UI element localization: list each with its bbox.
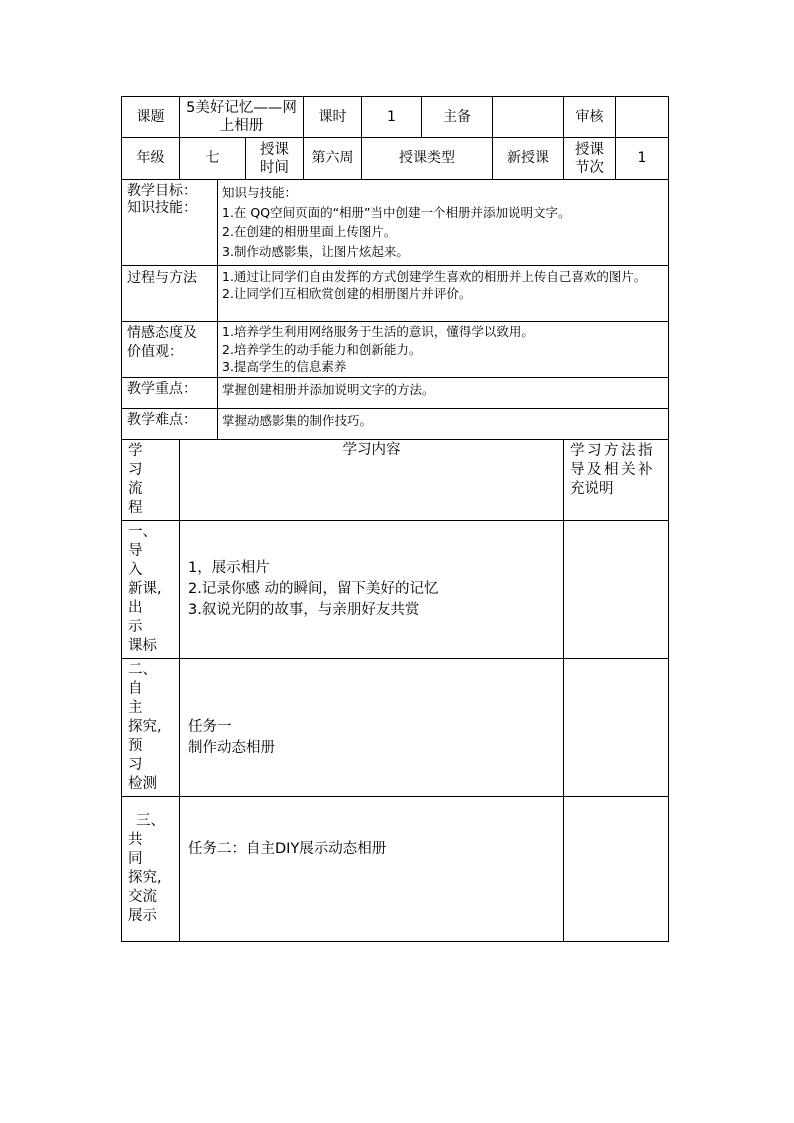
difficulty-label: 教学难点： [122, 409, 218, 440]
section-label [122, 659, 180, 797]
process-line: 2.让同学们互相欣赏创建的相册图片并评价。 [222, 286, 472, 301]
section-label-line: 交流 [128, 889, 157, 905]
session-value: 1 [616, 138, 669, 180]
time-value: 第六周 [304, 138, 362, 180]
objectives-line: 2.在创建的相册里面上传图片。 [222, 224, 397, 239]
attitude-line: 1.培养学生利用网络服务于生活的意识，懂得学以致用。 [222, 324, 534, 339]
section-label [122, 521, 180, 659]
section-label-line: 探究, [128, 719, 162, 735]
section-content-line: 制作动态相册 [188, 739, 275, 756]
section-content [180, 797, 564, 942]
process-row [122, 266, 669, 322]
section-label-line: 导 入 [128, 543, 152, 578]
lesson-plan-table [121, 96, 669, 942]
section-label-line: 展示 [128, 908, 157, 924]
section-label-line: 一、 [128, 524, 157, 540]
section-row [122, 797, 669, 942]
flow-col-notes-1: 学习方法指 [570, 443, 655, 459]
objectives-line: 3.制作动感影集，让图片炫起来。 [222, 243, 409, 259]
attitude-row [122, 322, 669, 378]
attitude-label-2: 价值观： [127, 344, 183, 360]
flow-col-notes-3: 充说明 [570, 481, 614, 497]
review-value [616, 97, 669, 138]
section-content-line: 2.记录你感 动的瞬间，留下美好的记忆 [188, 581, 439, 597]
section-content-line: 任务一 [188, 718, 232, 735]
process-line: 1.通过让同学们自由发挥的方式创建学生喜欢的相册并上传自己喜欢的图片。 [222, 269, 647, 284]
preparer-label: 主备 [422, 97, 493, 138]
section-label-line: 预 习 [128, 738, 152, 773]
section-row [122, 521, 669, 659]
section-label [122, 797, 180, 942]
section-content [180, 521, 564, 659]
section-row [122, 659, 669, 797]
flow-col-notes-heading [564, 440, 669, 521]
flow-col-content-heading: 学习内容 [180, 440, 564, 521]
objectives-row [122, 180, 669, 266]
preparer-value [493, 97, 564, 138]
header-row-2 [122, 138, 669, 180]
section-label-line: 三、 [136, 813, 165, 829]
key-point-label: 教学重点： [122, 378, 218, 409]
session-label: 授课节次 [564, 138, 616, 180]
period-value: 1 [362, 97, 422, 138]
section-label-line: 探究, [128, 870, 162, 886]
section-notes [564, 521, 669, 659]
objectives-label-2: 知识技能： [127, 200, 197, 216]
process-content [218, 266, 669, 322]
attitude-content [218, 322, 669, 378]
process-label: 过程与方法 [122, 266, 218, 322]
section-content-line: 3.叙说光阴的故事，与亲朋好友共赏 [188, 602, 420, 618]
key-point-row [122, 378, 669, 409]
topic-label: 课题 [122, 97, 180, 138]
objectives-line: 1.在 QQ空间页面的“相册”当中创建一个相册并添加说明文字。 [222, 204, 571, 220]
topic-value: 5美好记忆——网上相册 [180, 97, 304, 138]
attitude-line: 3.提高学生的信息素养 [222, 359, 347, 374]
section-label-line: 课标 [128, 638, 157, 654]
section-notes [564, 797, 669, 942]
objectives-line: 知识与技能： [222, 185, 298, 200]
grade-label: 年级 [122, 138, 180, 180]
difficulty-row [122, 409, 669, 440]
section-content-line: 任务二：自主DIY展示动态相册 [188, 840, 387, 857]
type-label: 授课类型 [362, 138, 493, 180]
section-content [180, 659, 564, 797]
type-value: 新授课 [493, 138, 564, 180]
grade-value: 七 [180, 138, 246, 180]
objectives-label [122, 180, 218, 266]
objectives-content [218, 180, 669, 266]
header-row-1 [122, 97, 669, 138]
flow-col-label-2: 流 程 [128, 481, 152, 516]
time-label: 授课时间 [246, 138, 304, 180]
objectives-label-1: 教学目标： [127, 183, 197, 199]
difficulty-value: 掌握动感影集的制作技巧。 [218, 409, 669, 440]
section-label-line: 共 同 [128, 832, 152, 867]
key-point-value: 掌握创建相册并添加说明文字的方法。 [218, 378, 669, 409]
section-notes [564, 659, 669, 797]
section-label-line: 二、 [128, 662, 157, 678]
section-label-line: 出 示 [128, 600, 152, 635]
section-content-line: 1，展示相片 [188, 560, 270, 576]
flow-col-label-1: 学 习 [128, 443, 152, 478]
section-label-line: 新课, [128, 581, 162, 597]
attitude-line: 2.培养学生的动手能力和创新能力。 [222, 341, 422, 357]
section-label-line: 检测 [128, 776, 157, 792]
flow-col-notes-2: 导及相关补 [570, 462, 655, 478]
period-label: 课时 [304, 97, 362, 138]
attitude-label-1: 情感态度及 [127, 325, 197, 341]
attitude-label [122, 322, 218, 378]
flow-header-row [122, 440, 669, 521]
section-label-line: 自 主 [128, 681, 152, 716]
review-label: 审核 [564, 97, 616, 138]
flow-col-label [122, 440, 180, 521]
